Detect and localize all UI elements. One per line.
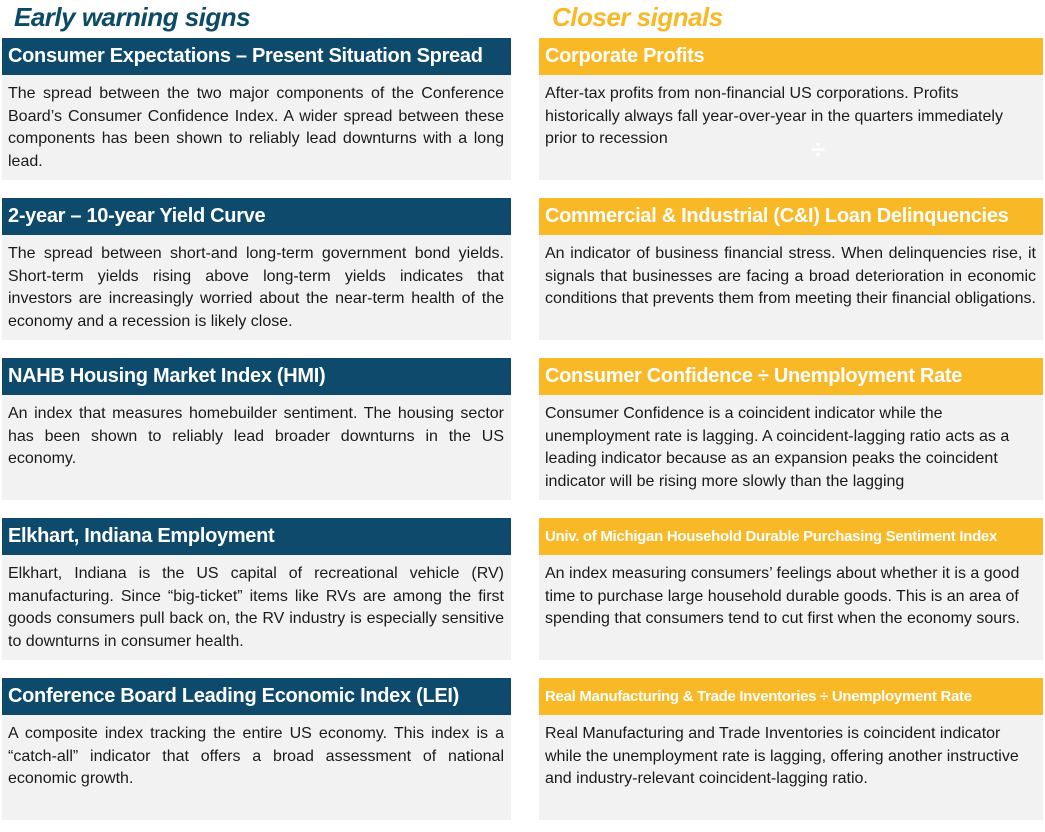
card-description: Real Manufacturing and Trade Inventories is coincident indicator while the unemployment rate is lagging, offering another instructive and industry-relevant coincident-lagging ratio. (539, 715, 1043, 820)
closer-signals-title: Closer signals (552, 2, 723, 32)
card-description: A composite index tracking the entire US economy. This index is a “catch-all” indicator that offers a broad assessment of national economic growth. (2, 715, 511, 820)
card-heading: NAHB Housing Market Index (HMI) (2, 358, 511, 395)
card-description: Elkhart, Indiana is the US capital of recreational vehicle (RV) manufacturing. Since “big-ticket” items like RVs are among the first goods consumers pull back on, the RV industry is especially sensitive to downturns in consumer health. (2, 555, 511, 660)
card-umich-durable-sentiment (539, 518, 1043, 660)
early-warning-title: Early warning signs (14, 2, 251, 32)
card-heading: Conference Board Leading Economic Index (LEI) (2, 678, 511, 715)
card-description: An indicator of business financial stress. When delinquencies rise, it signals that businesses are facing a broad deterioration in economic conditions that prevents them from meeting their financial obligations. (539, 235, 1043, 340)
card-description: After-tax profits from non-financial US corporations. Profits historically always fall year-over-year in the quarters immediately prior to recession (539, 75, 1043, 180)
card-yield-curve (2, 198, 511, 340)
card-conference-board-lei (2, 678, 511, 820)
card-heading: Real Manufacturing & Trade Inventories ÷ Unemployment Rate (539, 678, 1043, 715)
card-nahb-hmi (2, 358, 511, 500)
card-description: An index that measures homebuilder sentiment. The housing sector has been shown to reliably lead broader downturns in the US economy. (2, 395, 511, 500)
card-heading: Elkhart, Indiana Employment (2, 518, 511, 555)
card-heading: 2-year – 10-year Yield Curve (2, 198, 511, 235)
card-consumer-expectations-spread (2, 38, 511, 180)
card-ci-loan-delinquencies (539, 198, 1043, 340)
card-heading: Corporate Profits (539, 38, 1043, 75)
card-heading: Consumer Expectations – Present Situation Spread (2, 38, 511, 75)
card-corporate-profits (539, 38, 1043, 180)
card-description: An index measuring consumers’ feelings about whether it is a good time to purchase large household durable goods. This is an area of spending that consumers tend to cut first when the economy sours. (539, 555, 1043, 660)
card-confidence-unemployment-ratio (539, 358, 1043, 500)
card-inventories-unemployment-ratio (539, 678, 1043, 820)
card-elkhart-employment (2, 518, 511, 660)
card-heading: Commercial & Industrial (C&I) Loan Delinquencies (539, 198, 1043, 235)
card-heading: Consumer Confidence ÷ Unemployment Rate (539, 358, 1043, 395)
card-description: The spread between the two major components of the Conference Board’s Consumer Confidence Index. A wider spread between these components has been shown to reliably lead downturns with a long lead. (2, 75, 511, 180)
card-description: The spread between short-and long-term government bond yields. Short-term yields rising above long-term yields indicates that investors are increasingly worried about the near-term health of the economy and a recession is likely close. (2, 235, 511, 340)
stray-divide-mark: ÷ (810, 134, 826, 164)
card-description: Consumer Confidence is a coincident indicator while the unemployment rate is lagging. A coincident-lagging ratio acts as a leading indicator because as an expansion peaks the coincident indicator will be rising more slowly than the lagging (539, 395, 1043, 500)
card-heading: Univ. of Michigan Household Durable Purchasing Sentiment Index (539, 518, 1043, 555)
